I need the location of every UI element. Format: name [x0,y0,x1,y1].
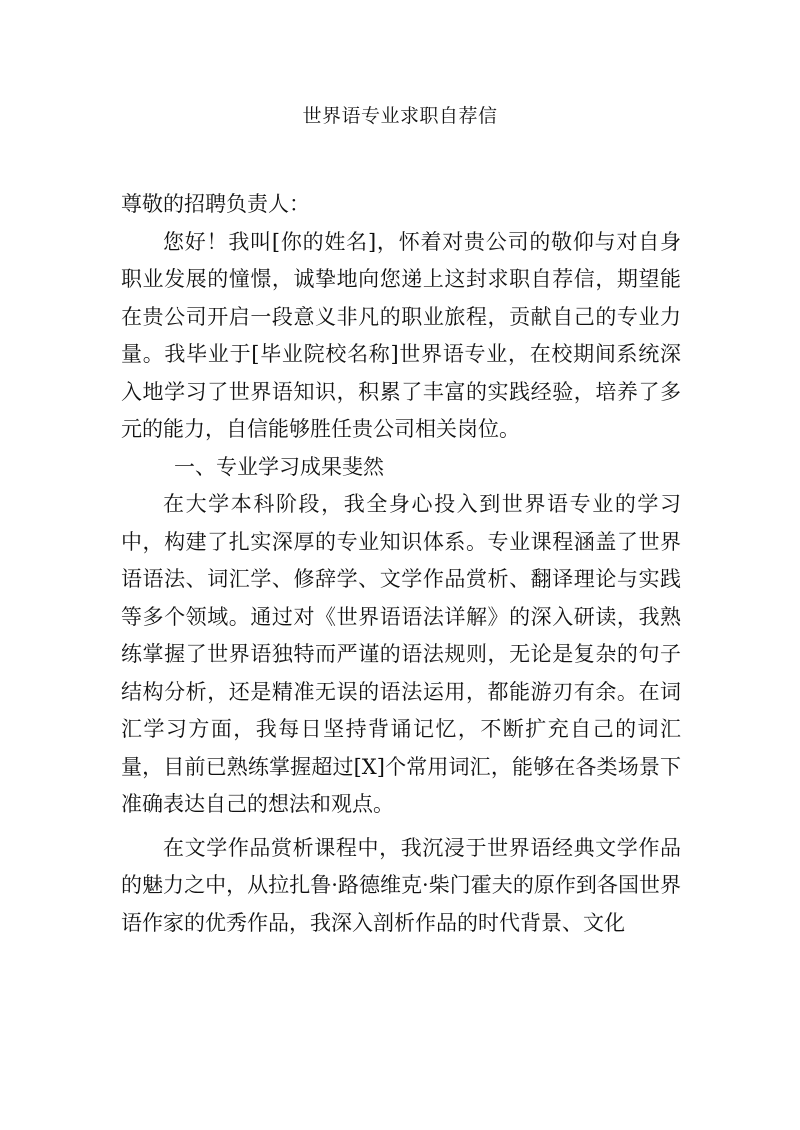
paragraph-literature: 在文学作品赏析课程中，我沉浸于世界语经典文学作品的魅力之中，从拉扎鲁·路德维克·柴门霍夫的原作到各国世界语作家的优秀作品，我深入剖析作品的时代背景、文化 [121,835,681,935]
letter-body [121,186,681,942]
page-title: 世界语专业求职自荐信 [302,105,498,127]
intro-paragraph: 您好！我叫[你的姓名]，怀着对贵公司的敬仰与对自身职业发展的憧憬，诚挚地向您递上这封求职自荐信，期望能在贵公司开启一段意义非凡的职业旅程，贡献自己的专业力量。我毕业于[毕业院校名称]世界语专业，在校期间系统深入地学习了世界语知识，积累了丰富的实践经验，培养了多元的能力，自信能够胜任贵公司相关岗位。 [121,229,681,441]
salutation: 尊敬的招聘负责人： [121,192,310,216]
paragraph-study: 在大学本科阶段，我全身心投入到世界语专业的学习中，构建了扎实深厚的专业知识体系。专业课程涵盖了世界语语法、词汇学、修辞学、文学作品赏析、翻译理论与实践等多个领域。通过对《世界语语法详解》的深入研读，我熟练掌握了世界语独特而严谨的语法规则，无论是复杂的句子结构分析，还是精准无误的语法运用，都能游刃有余。在词汇学习方面，我每日坚持背诵记忆，不断扩充自己的词汇量，目前已熟练掌握超过[X]个常用词汇，能够在各类场景下准确表达自己的想法和观点。 [121,492,681,816]
section-heading: 一、专业学习成果斐然 [174,454,384,479]
